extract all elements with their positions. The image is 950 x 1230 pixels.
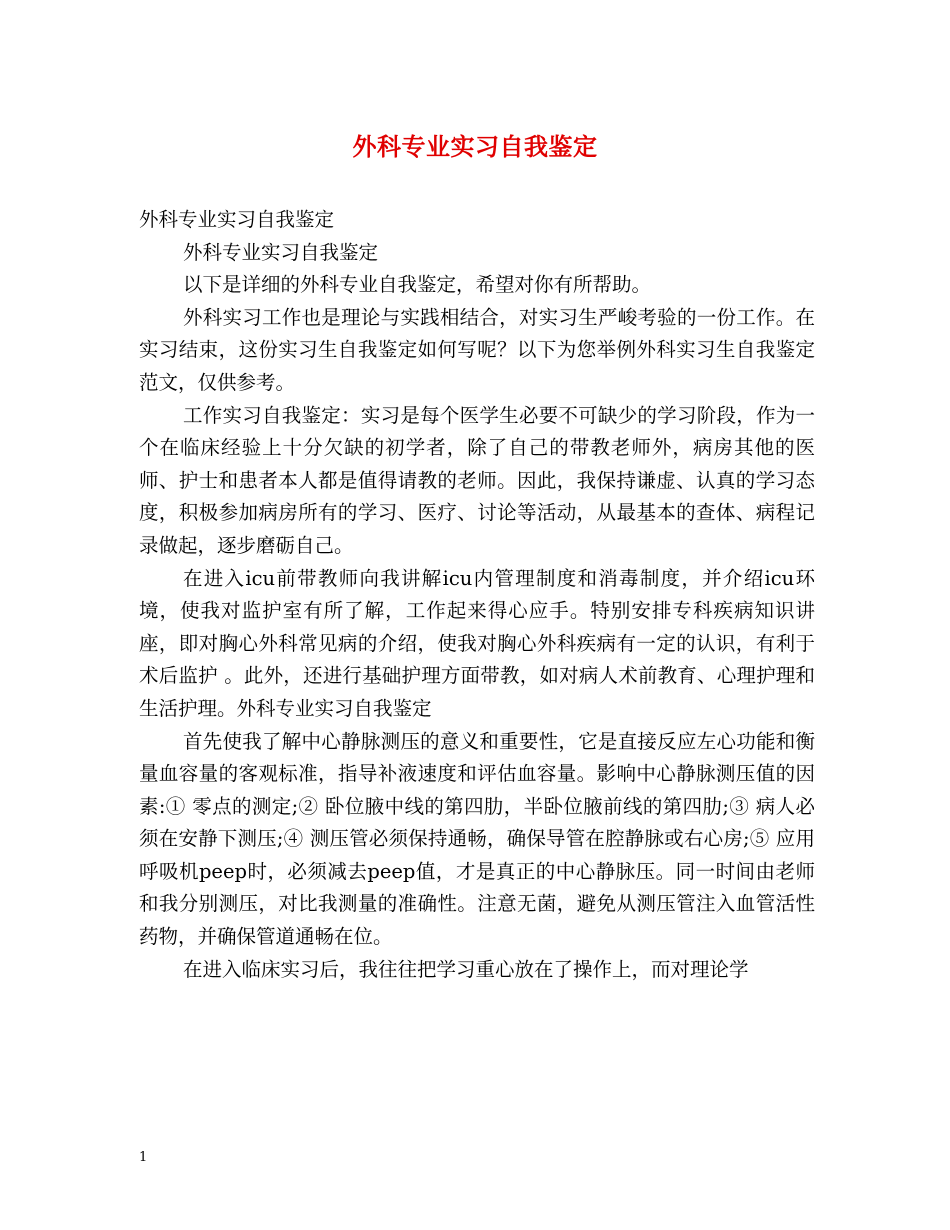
page-number: 1 — [139, 1150, 148, 1165]
document-body — [139, 204, 815, 986]
paragraph-clinical: 在进入临床实习后，我往往把学习重心放在了操作上，而对理论学 — [183, 957, 749, 981]
paragraph-subheading: 外科专业实习自我鉴定 — [183, 240, 379, 264]
paragraph-cvp: 首先使我了解中心静脉测压的意义和重要性，它是直接反应左心功能和衡量血容量的客观标准，指导补液速度和评估血容量。影响中心静脉测压值的因素:① 零点的测定;② 卧位腋中线的第四肋，半卧位腋前线的第四肋;③ 病人必须在安静下测压;④ 测压管必须保持通畅，确保导管在腔静脉或右心房;⑤ 应用呼吸机peep时，必须减去peep值，才是真正的中心静脉压。同一时间由老师和我分别测压，对比我测量的准确性。注意无菌，避免从测压管注入血管活性药物，并确保管道通畅在位。 — [139, 729, 815, 949]
paragraph-work-appraisal: 工作实习自我鉴定：实习是每个医学生必要不可缺少的学习阶段，作为一个在临床经验上十分欠缺的初学者，除了自己的带教老师外，病房其他的医师、护士和患者本人都是值得请教的老师。因此，我保持谦虚、认真的学习态度，积极参加病房所有的学习、医疗、讨论等活动，从最基本的查体、病程记录做起，逐步磨砺自己。 — [139, 403, 815, 557]
paragraph-overview: 外科实习工作也是理论与实践相结合，对实习生严峻考验的一份工作。在实习结束，这份实习生自我鉴定如何写呢？以下为您举例外科实习生自我鉴定范文，仅供参考。 — [139, 305, 815, 394]
paragraph-icu: 在进入icu前带教师向我讲解icu内管理制度和消毒制度，并介绍icu环境，使我对监护室有所了解，工作起来得心应手。特别安排专科疾病知识讲座，即对胸心外科常见病的介绍，使我对胸心外科疾病有一定的认识，有利于术后监护 。此外，还进行基础护理方面带教，如对病人术前教育、心理护理和生活护理。外科专业实习自我鉴定 — [139, 566, 815, 720]
document-title: 外科专业实习自我鉴定 — [352, 132, 598, 161]
paragraph-heading: 外科专业实习自我鉴定 — [139, 208, 335, 231]
paragraph-intro: 以下是详细的外科专业自我鉴定，希望对你有所帮助。 — [183, 273, 652, 297]
